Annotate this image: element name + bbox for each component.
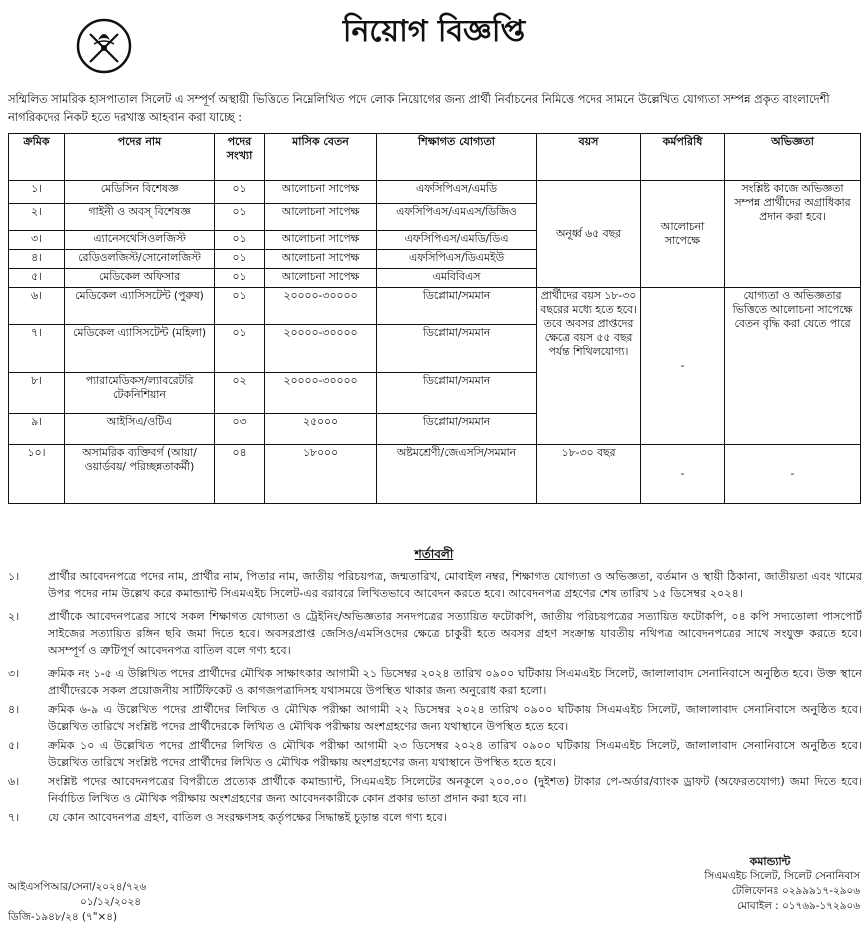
col-header-serial: ক্রমিক — [9, 134, 65, 181]
cell-post: এ্যানেসথেসিওলজিস্ট — [65, 231, 215, 250]
cell-salary: আলোচনা সাপেক্ষ — [265, 181, 377, 204]
cell-post: আইসিএ/ওটিএ — [65, 414, 215, 445]
cell-age-group1: অনূর্ধ্ব ৬৫ বছর — [537, 181, 641, 288]
cell-salary: আলোচনা সাপেক্ষ — [265, 204, 377, 231]
signatory-office: সিএমএইচ সিলেট, সিলেট সেনানিবাস — [704, 870, 860, 882]
cell-serial: ১০। — [9, 445, 65, 504]
cell-salary: ২০০০০-৩০০০০ — [265, 288, 377, 325]
cell-count: ০১ — [215, 181, 265, 204]
term-number: ১। — [8, 570, 20, 583]
footer-block — [8, 880, 208, 925]
term-text: প্রার্থীর আবেদনপত্রে পদের নাম, প্রার্থীর নাম, পিতার নাম, জাতীয় পরিচয়পত্র, জন্মতারিখ, মোবাইল নম্বর, শিক্ষাগত যোগ্যতা ও অভিজ্ঞতা, বর্তমান ও স্থায়ী ঠিকানা, জাতীয়তা এবং খামের উপর পদের নাম উল্লেখ করে কমান্ড্যান্ট সিএমএইচ সিলেট-এর বরাবরে লিখিতভাবে আবেদন করতে হবে। আবেদনপত্র গ্রহণের শেষ তারিখ ১৫ ডিসেম্বর ২০২৪। — [48, 570, 862, 600]
term-number: ৫। — [8, 739, 20, 752]
term-text: প্রার্থীকে আবেদনপত্রের সাথে সকল শিক্ষাগত যোগ্যতা ও ট্রেইনিং/অভিজ্ঞতার সনদপত্রের সত্যায়িত ফটোকপি, জাতীয় পরিচয়পত্রের সত্যায়িত ফটোকপি, ০৪ কপি সদ্যতোলা পাসপোর্ট সাইজের সত্যায়িত রঙ্গিন ছবি জমা দিতে হবে। অবসরপ্রাপ্ত জেসিও/এমসিওদের ক্ষেত্রে চাকুরী হতে অবসর গ্রহণ সংক্রান্ত যাবতীয় নথিপত্র আবেদনপত্রের সাথে সংযুক্ত করতে হবে। অসম্পূর্ণ ও ত্রুটিপূর্ণ আবেদনপত্র বাতিল বলে গণ্য হবে। — [48, 610, 862, 657]
cell-qualification: এফসিপিএস/এমডি/ডিএ — [377, 231, 537, 250]
term-number: ৬। — [8, 775, 20, 788]
term-text: ক্রমিক ৬-৯ এ উল্লেখিত পদের প্রার্থীদের লিখিত ও মৌখিক পরীক্ষা আগামী ২২ ডিসেম্বর ২০২৪ তারিখ ০৯০০ ঘটিকায় সিএমএইচ সিলেট, জালালাবাদ সেনানিবাসে অনুষ্ঠিত হবে। উল্লেখিত তারিখে সংশ্লিষ্ট পদের প্রার্থীদেরকে লিখিত ও মৌখিক পরীক্ষায় অংশগ্রহণের জন্য যথাস্থানে উপস্থিত হতে হবে। — [48, 703, 862, 733]
term-item — [8, 568, 862, 608]
issue-date: ০১/১২/২০২৪ — [80, 896, 142, 908]
cell-serial: ১। — [9, 181, 65, 204]
cell-qualification: ডিপ্লোমা/সমমান — [377, 414, 537, 445]
cell-count: ০৪ — [215, 445, 265, 504]
cell-count: ০১ — [215, 325, 265, 373]
cell-scope-group1: আলোচনা সাপেক্ষে — [641, 181, 725, 288]
term-item — [8, 773, 862, 809]
term-item — [8, 608, 862, 665]
cell-count: ০৩ — [215, 414, 265, 445]
term-text: ক্রমিক ১০ এ উল্লেখিত পদের প্রার্থীদের লিখিত ও মৌখিক পরীক্ষা আগামী ২৩ ডিসেম্বর ২০২৪ তারিখ ০৯০০ ঘটিকায় সিএমএইচ সিলেট, জালালাবাদ সেনানিবাসে অনুষ্ঠিত হবে। উল্লেখিত তারিখে সংশ্লিষ্ট পদের প্রার্থীদের লিখিত ও মৌখিক পরীক্ষায় অংশগ্রহণের জন্য যথাস্থানে উপস্থিত হতে হবে। — [48, 739, 862, 769]
term-text: যে কোন আবেদনপত্র গ্রহণ, বাতিল ও সংরক্ষণসহ কর্তৃপক্ষের সিদ্ধান্তই চূড়ান্ত বলে গণ্য হবে। — [48, 811, 447, 824]
cell-salary: আলোচনা সাপেক্ষ — [265, 231, 377, 250]
cell-experience-group2: যোগ্যতা ও অভিজ্ঞতার ভিত্তিতে আলোচনা সাপেক্ষে বেতন বৃদ্ধি করা যেতে পারে — [725, 288, 861, 445]
cell-serial: ৬। — [9, 288, 65, 325]
cell-count: ০২ — [215, 373, 265, 414]
table-row — [9, 288, 861, 325]
cell-qualification: ডিপ্লোমা/সমমান — [377, 288, 537, 325]
cell-post: প্যারামেডিকস/ল্যাবরেটরি টেকনিশিয়ান — [65, 373, 215, 414]
cell-experience: - — [725, 445, 861, 504]
term-number: ৭। — [8, 811, 20, 824]
cell-salary: আলোচনা সাপেক্ষ — [265, 250, 377, 269]
cell-qualification: এফসিপিএস/এমডি — [377, 181, 537, 204]
term-item — [8, 809, 862, 829]
signatory-title: কমান্ড্যান্ট — [749, 855, 791, 868]
cell-salary: ১৮০০০ — [265, 445, 377, 504]
cell-count: ০১ — [215, 288, 265, 325]
cell-age: ১৮-৩০ বছর — [537, 445, 641, 504]
col-header-age: বয়স — [537, 134, 641, 181]
col-header-scope: কর্মপরিধি — [641, 134, 725, 181]
cell-post: মেডিকেল এ্যাসিসটেন্ট (পুরুষ) — [65, 288, 215, 325]
table-row — [9, 181, 861, 204]
cell-salary: ২৫০০০ — [265, 414, 377, 445]
cell-count: ০১ — [215, 231, 265, 250]
cell-count: ০১ — [215, 269, 265, 288]
cell-count: ০১ — [215, 204, 265, 231]
terms-list — [8, 568, 862, 829]
cell-post: মেডিকেল অফিসার — [65, 269, 215, 288]
cell-post: গাইনী ও অবস্‌ বিশেষজ্ঞ — [65, 204, 215, 231]
col-header-experience: অভিজ্ঞতা — [725, 134, 861, 181]
cell-experience-group1: সংশ্লিষ্ট কাজে অভিজ্ঞতা সম্পন্ন প্রার্থীদের অগ্রাধিকার প্রদান করা হবে। — [725, 181, 861, 288]
cell-qualification: ডিপ্লোমা/সমমান — [377, 325, 537, 373]
term-text: ক্রমিক নং ১-৫ এ উল্লিখিত পদের প্রার্থীদের মৌখিক সাক্ষাৎকার আগামী ২১ ডিসেম্বর ২০২৪ তারিখ ০৯০০ ঘটিকায় সিএমএইচ সিলেট, জালালাবাদ সেনানিবাসে অনুষ্ঠিত হবে। উক্ত স্থানে প্রার্থীদেরকে সকল প্রয়োজনীয় সার্টিফিকেট ও কাগজপত্রাদিসহ যথাসময়ে উপস্থিত থাকার জন্য অনুরোধ করা হলো। — [48, 667, 862, 697]
intro-paragraph: সম্মিলিত সামরিক হাসপাতাল সিলেট এ সম্পূর্ণ অস্থায়ী ভিত্তিতে নিম্নেলিখিত পদে লোক নিয়োগের জন্য প্রার্থী নির্বাচনের নিমিত্তে পদের সামনে উল্লেখিত যোগ্যতা সম্পন্ন প্রকৃত বাংলাদেশী নাগরিকদের নিকট হতে দরখাস্ত আহবান করা যাচ্ছে : — [8, 92, 830, 124]
cell-serial: ৮। — [9, 373, 65, 414]
cell-serial: ৯। — [9, 414, 65, 445]
cell-salary: ২০০০০-৩০০০০ — [265, 325, 377, 373]
term-item — [8, 701, 862, 737]
signatory-mobile: মোবাইল : ০১৭৬৯-১৭২৯০৬ — [736, 900, 860, 912]
term-number: ৪। — [8, 703, 20, 716]
cell-qualification: এমবিবিএস — [377, 269, 537, 288]
term-number: ৩। — [8, 667, 20, 680]
cell-qualification: অষ্টমশ্রেণী/জেএসসি/সমমান — [377, 445, 537, 504]
table-row — [9, 445, 861, 504]
terms-heading: শর্তাবলী — [414, 547, 454, 561]
page-title: নিয়োগ বিজ্ঞপ্তি — [342, 14, 526, 49]
col-header-post: পদের নাম — [65, 134, 215, 181]
cell-qualification: এফসিপিএস/এমএস/ডিজিও — [377, 204, 537, 231]
cell-serial: ৫। — [9, 269, 65, 288]
term-number: ২। — [8, 610, 20, 623]
cell-post: অসামরিক ব্যক্তিবর্গ (আয়া/ওয়ার্ডবয়/ পরিচ্ছন্নতাকর্মী) — [65, 445, 215, 504]
vacancy-table — [8, 133, 861, 504]
cell-serial: ৭। — [9, 325, 65, 373]
cell-qualification: এফসিপিএস/ডিএমইউ — [377, 250, 537, 269]
cell-count: ০১ — [215, 250, 265, 269]
cell-age-group2: প্রার্থীদের বয়স ১৮-৩০ বছরের মধ্যে হতে হবে। তবে অবসর প্রাপ্তদের ক্ষেত্রে বয়স ৫৫ বছর পর্যন্ত শিথিলযোগ্য। — [537, 288, 641, 445]
cell-serial: ৪। — [9, 250, 65, 269]
cell-salary: ২০০০০-৩০০০০ — [265, 373, 377, 414]
cell-qualification: ডিপ্লোমা/সমমান — [377, 373, 537, 414]
term-item — [8, 665, 862, 701]
cell-post: মেডিসিন বিশেষজ্ঞ — [65, 181, 215, 204]
signatory-phone: টেলিফোনঃ ০২৯৯৯১৭-২৯০৬ — [731, 885, 860, 897]
term-text: সংশ্লিষ্ট পদের আবেদনপত্রের বিপরীতে প্রত্যেক প্রার্থীকে কমান্ড্যান্ট, সিএমএইচ সিলেটের অনকূলে ২০০.০০ (দুইশত) টাকার পে-অর্ডার/ব্যাংক ড্রাফট (অফেরতযোগ্য) জমা দিতে হবে। নির্বাচিত লিখিত ও মৌখিক পরীক্ষায় অংশগ্রহণের জন্য আবেদনকারীকে কোন প্রকার ভাতা প্রদান করা হবে না। — [48, 775, 862, 805]
cell-salary: আলোচনা সাপেক্ষ — [265, 269, 377, 288]
col-header-qualification: শিক্ষাগত যোগ্যতা — [377, 134, 537, 181]
cell-scope-group2: - — [641, 288, 725, 445]
cell-post: রেডিওলজিস্ট/সোনোলজিস্ট — [65, 250, 215, 269]
signature-block — [620, 854, 860, 914]
col-header-salary: মাসিক বেতন — [265, 134, 377, 181]
cell-serial: ২। — [9, 204, 65, 231]
reference-number: আইএসপিআর/সেনা/২০২৪/৭২৬ — [8, 881, 147, 893]
print-code: ডিজি-১৯৪৮/২৪ (৭"×৪) — [8, 911, 118, 923]
cell-serial: ৩। — [9, 231, 65, 250]
cell-scope: - — [641, 445, 725, 504]
table-header-row — [9, 134, 861, 181]
cell-post: মেডিকেল এ্যাসিসটেন্ট (মহিলা) — [65, 325, 215, 373]
col-header-count: পদের সংখ্যা — [215, 134, 265, 181]
term-item — [8, 737, 862, 773]
